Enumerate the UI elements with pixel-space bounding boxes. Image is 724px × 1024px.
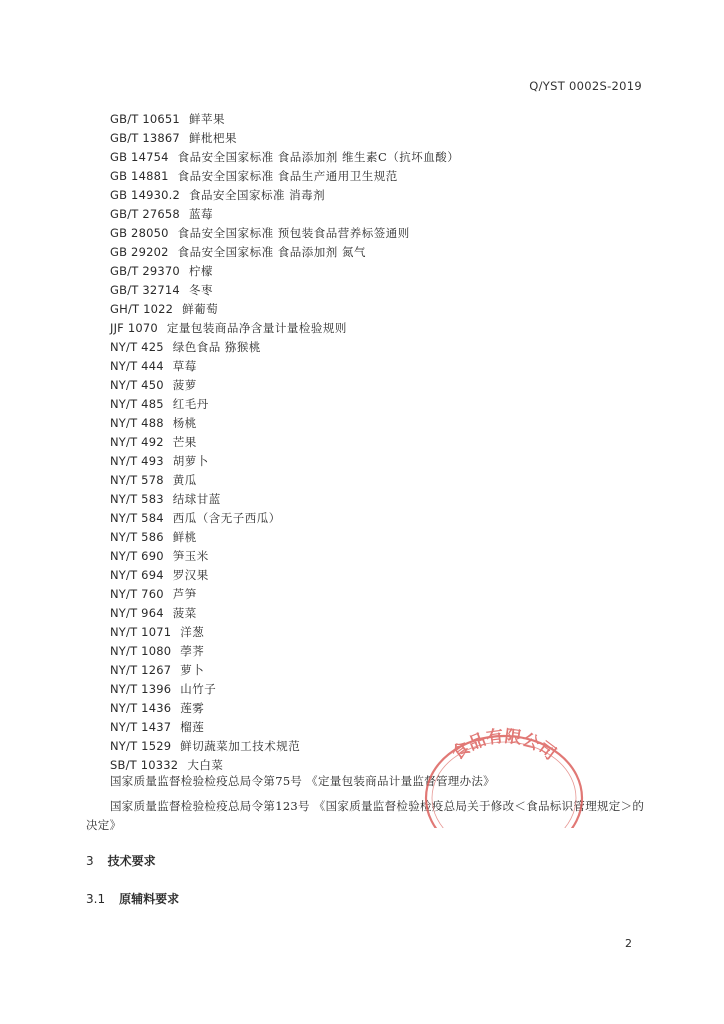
standard-title: 柠檬 [188,264,213,278]
standard-title: 菠萝 [172,378,197,392]
section-number: 3.1 [86,892,106,906]
standard-code: GB 14881 [110,169,169,183]
standard-code: NY/T 493 [110,454,164,468]
standard-reference-item [110,148,459,167]
standard-title: 罗汉果 [172,568,209,582]
standard-title: 荸荠 [180,644,205,658]
normative-references-list [110,110,459,775]
standard-reference-item [110,376,459,395]
standard-title: 食品安全国家标准 食品生产通用卫生规范 [177,169,398,183]
standard-title: 食品安全国家标准 消毒剂 [189,188,326,202]
standard-title: 红毛丹 [172,397,209,411]
standard-code: NY/T 586 [110,530,164,544]
standard-code: GB/T 10651 [110,112,180,126]
standard-reference-item [110,490,459,509]
standard-title: 定量包装商品净含量计量检验规则 [166,321,347,335]
standard-reference-item [110,585,459,604]
document-code: Q/YST 0002S-2019 [529,79,642,93]
standard-reference-item [110,167,459,186]
standard-title: 芦笋 [172,587,197,601]
section-title: 技术要求 [107,854,156,868]
standard-code: NY/T 1396 [110,682,172,696]
standard-title: 山竹子 [180,682,217,696]
standard-code: GB 14754 [110,150,169,164]
standard-title: 笋玉米 [172,549,209,563]
standard-title: 榴莲 [180,720,205,734]
standard-reference-item [110,509,459,528]
standard-reference-item [110,262,459,281]
standard-reference-item [110,224,459,243]
standard-reference-item [110,205,459,224]
standard-title: 食品安全国家标准 预包装食品营养标签通则 [177,226,410,240]
section-heading [86,852,156,869]
standard-reference-item [110,110,459,129]
standard-code: NY/T 444 [110,359,164,373]
standard-code: NY/T 492 [110,435,164,449]
standard-code: GB 29202 [110,245,169,259]
standard-code: JJF 1070 [110,321,158,335]
standard-code: GB/T 32714 [110,283,180,297]
standard-title: 食品安全国家标准 食品添加剂 维生素C（抗坏血酸） [177,150,460,164]
svg-text:食品有限公司: 食品有限公司 [448,726,560,765]
standard-code: NY/T 578 [110,473,164,487]
standard-reference-item [110,338,459,357]
standard-reference-item [110,604,459,623]
standard-code: NY/T 694 [110,568,164,582]
standard-code: NY/T 1071 [110,625,172,639]
standard-title: 胡萝卜 [172,454,209,468]
standard-title: 杨桃 [172,416,197,430]
standard-code: NY/T 583 [110,492,164,506]
standard-code: NY/T 485 [110,397,164,411]
page-number: 2 [625,937,632,950]
standard-reference-item [110,452,459,471]
standard-reference-item [110,319,459,338]
standard-title: 洋葱 [180,625,205,639]
standard-code: NY/T 425 [110,340,164,354]
standard-code: GB/T 29370 [110,264,180,278]
standard-title: 西瓜（含无子西瓜） [172,511,281,525]
standard-title: 大白菜 [187,758,224,772]
standard-code: NY/T 1436 [110,701,172,715]
standard-code: NY/T 1080 [110,644,172,658]
subsection-heading [86,890,179,907]
standard-reference-item [110,680,459,699]
standard-title: 黄瓜 [172,473,197,487]
standard-reference-item [110,528,459,547]
standard-reference-item [110,699,459,718]
standard-reference-item [110,547,459,566]
standard-reference-item [110,300,459,319]
standard-title: 鲜葡萄 [182,302,219,316]
standard-title: 芒果 [172,435,197,449]
standard-reference-item [110,433,459,452]
standard-code: NY/T 584 [110,511,164,525]
standard-reference-item [110,642,459,661]
standard-code: NY/T 1267 [110,663,172,677]
standard-title: 鲜枇杷果 [188,131,237,145]
standard-code: GB 14930.2 [110,188,181,202]
standard-code: NY/T 488 [110,416,164,430]
standard-reference-item [110,471,459,490]
standard-title: 鲜苹果 [188,112,225,126]
standard-title: 蓝莓 [188,207,213,221]
standard-reference-item [110,186,459,205]
standard-reference-item [110,661,459,680]
standard-title: 萝卜 [180,663,205,677]
standard-reference-item [110,737,459,756]
standard-title: 草莓 [172,359,197,373]
standard-reference-item [110,414,459,433]
standard-title: 绿色食品 猕猴桃 [172,340,261,354]
section-number: 3 [86,854,94,868]
standard-title: 鲜桃 [172,530,197,544]
standard-title: 食品安全国家标准 食品添加剂 氮气 [177,245,366,259]
standard-reference-item [110,281,459,300]
standard-code: NY/T 1529 [110,739,172,753]
standard-title: 鲜切蔬菜加工技术规范 [180,739,301,753]
standard-code: NY/T 964 [110,606,164,620]
regulation-item: 国家质量监督检验检疫总局令第75号 《定量包装商品计量监督管理办法》 [110,774,495,788]
standard-reference-item [110,718,459,737]
standard-title: 菠菜 [172,606,197,620]
standard-code: NY/T 760 [110,587,164,601]
standard-title: 冬枣 [188,283,213,297]
standard-code: GB/T 13867 [110,131,180,145]
standard-code: GH/T 1022 [110,302,174,316]
standard-code: SB/T 10332 [110,758,179,772]
standard-reference-item [110,395,459,414]
standard-code: NY/T 450 [110,378,164,392]
regulation-item: 国家质量监督检验检疫总局令第123号 《国家质量监督检验检疫总局关于修改＜食品标识管理规定＞的决定》 [86,799,645,832]
standard-code: GB/T 27658 [110,207,180,221]
standard-reference-item [110,357,459,376]
section-title: 原辅料要求 [119,892,180,906]
standard-code: NY/T 690 [110,549,164,563]
standard-reference-item [110,566,459,585]
standard-reference-item [110,129,459,148]
standard-title: 莲雾 [180,701,205,715]
standard-code: GB 28050 [110,226,169,240]
standard-code: NY/T 1437 [110,720,172,734]
standard-reference-item [110,623,459,642]
standard-title: 结球甘蓝 [172,492,221,506]
standard-reference-item [110,243,459,262]
